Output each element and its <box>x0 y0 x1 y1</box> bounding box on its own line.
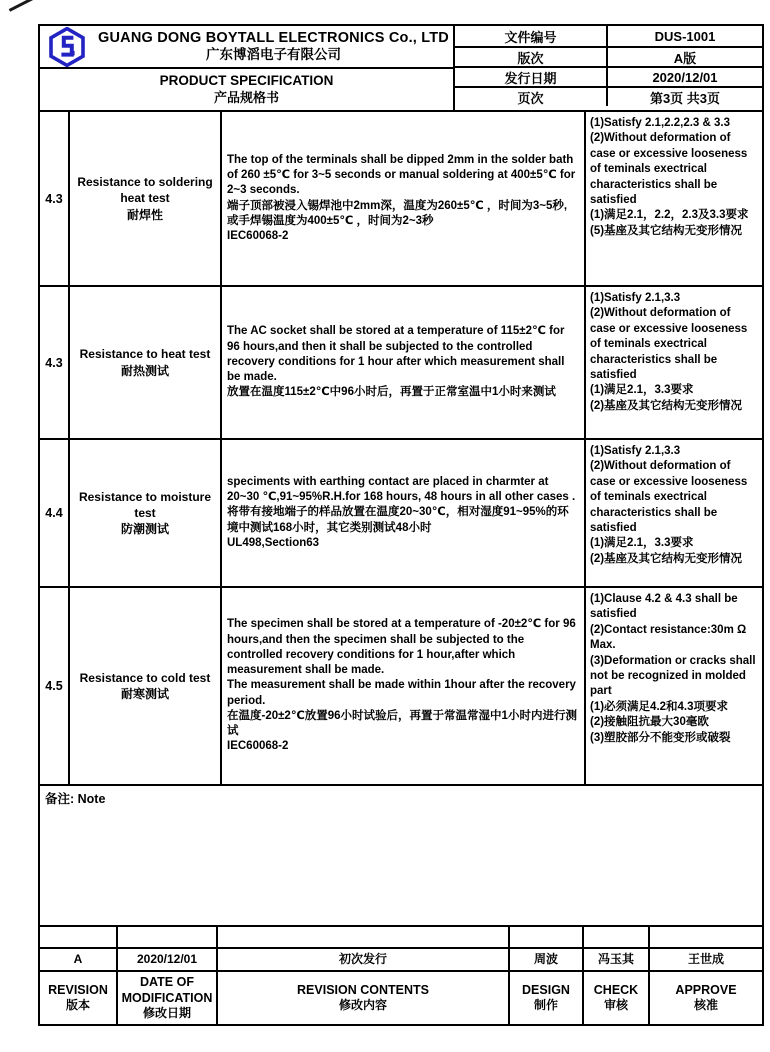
test-name-cn: 耐热测试 <box>120 363 169 378</box>
criteria-line: (1)满足2.1，2.2，2.3及3.3要求 <box>590 209 749 222</box>
meta-row-issue-date <box>455 66 762 86</box>
test-name <box>70 440 222 586</box>
empty-cell <box>116 927 216 947</box>
judgement-criteria <box>586 287 762 438</box>
test-name-en: Resistance to soldering heat test <box>77 175 213 206</box>
criteria-line: (2)接触阻抗最大30毫欧 <box>590 716 709 729</box>
meta-label: 页次 <box>455 88 608 106</box>
criteria-line: (3)塑胶部分不能变形或破裂 <box>590 731 731 744</box>
description-line: 或手焊锡温度为400±5℃ ，时间为2~3秒 <box>227 214 434 227</box>
table-row-soldering-heat <box>40 112 762 285</box>
meta-row-edition <box>455 46 762 66</box>
criteria-line: (2)Without deformation of case or excessive looseness of teminals exectrical characteristics shall be satisfied <box>590 307 748 382</box>
empty-cell <box>40 927 116 947</box>
item-number: 4.3 <box>40 112 70 285</box>
criteria-line: (1)Satisfy 2.1,2.2,2.3 & 3.3 <box>590 117 730 129</box>
criteria-line: (3)Deformation or cracks shall not be recognized in molded part <box>590 654 756 698</box>
test-description <box>222 588 586 784</box>
revision-header-row <box>40 970 762 1024</box>
description-line: 端子顶部被浸入锡焊池中2mm深，温度为260±5℃ ，时间为3~5秒, <box>227 199 568 212</box>
description-line: The AC socket shall be stored at a temperature of 115±2℃ for 96 hours,and then it shall be subjected to the controlled recovery conditions for 1 hour after which measurement shall be made. <box>227 325 565 384</box>
empty-cell <box>508 927 582 947</box>
meta-label: 版次 <box>455 48 608 66</box>
check-name: 冯玉其 <box>582 949 648 970</box>
company-name-en: GUANG DONG BOYTALL ELECTRONICS Co., LTD <box>98 30 449 46</box>
criteria-line: (1)必须满足4.2和4.3项要求 <box>590 700 729 713</box>
revision-header-approve: APPROVE 核准 <box>648 972 762 1024</box>
description-line: The measurement shall be made within 1hour after the recovery period. <box>227 679 576 707</box>
criteria-line: (1)Satisfy 2.1,3.3 <box>590 445 681 457</box>
item-number: 4.4 <box>40 440 70 586</box>
revision-empty-row <box>40 927 762 947</box>
test-description <box>222 440 586 586</box>
revision-table <box>40 925 762 1024</box>
test-description <box>222 287 586 438</box>
table-row-moisture <box>40 438 762 586</box>
criteria-line: (1)Clause 4.2 & 4.3 shall be satisfied <box>590 593 738 621</box>
revision-value: A <box>73 951 83 966</box>
test-name-cn: 耐焊性 <box>126 207 163 222</box>
test-name <box>70 112 222 285</box>
revision-data-row <box>40 947 762 970</box>
meta-value: DUS-1001 <box>654 28 716 44</box>
meta-value: 2020/12/01 <box>652 69 718 85</box>
scan-corner-artifact <box>9 0 34 12</box>
criteria-line: (2)Without deformation of case or excessive looseness of teminals exectrical characteristics shall be satisfied <box>590 460 748 535</box>
test-name-en: Resistance to cold test <box>79 670 211 685</box>
judgement-criteria <box>586 440 762 586</box>
description-line: speciments with earthing contact are placed in charmter at 20~30 ℃,91~95%R.H.for 168 hours, 48 hours in all other cases . <box>227 475 576 504</box>
meta-row-page <box>455 86 762 106</box>
document-title-en: PRODUCT SPECIFICATION <box>159 73 334 89</box>
company-name-cn: 广东博滔电子有限公司 <box>206 47 341 63</box>
test-table <box>40 110 762 784</box>
item-number: 4.5 <box>40 588 70 784</box>
company-logo-icon <box>46 27 88 67</box>
meta-label: 文件编号 <box>455 26 608 46</box>
meta-label: 发行日期 <box>455 68 608 86</box>
description-line: 在温度-20±2℃放置96小时试验后，再置于常温常湿中1小时内进行测试 <box>227 709 577 738</box>
table-row-cold <box>40 586 762 784</box>
approve-name: 王世成 <box>648 949 762 970</box>
test-name <box>70 588 222 784</box>
criteria-line: (1)Satisfy 2.1,3.3 <box>590 292 681 304</box>
criteria-line: (5)基座及其它结构无变形情况 <box>590 224 743 237</box>
criteria-line: (2)Contact resistance:30m Ω Max. <box>590 623 747 652</box>
description-line: 将带有接地端子的样品放置在温度20~30℃，相对湿度91~95%的环境中测试168小时，其它类别测试48小时 <box>227 506 569 534</box>
modification-date: 2020/12/01 <box>116 949 216 970</box>
description-line: IEC60068-2 <box>227 230 289 243</box>
test-name-en: Resistance to heat test <box>79 347 211 362</box>
document-title-block <box>40 69 453 110</box>
criteria-line: (2)基座及其它结构无变形情况 <box>590 399 743 412</box>
empty-cell <box>648 927 762 947</box>
description-line: UL498,Section63 <box>227 536 320 549</box>
empty-cell <box>216 927 508 947</box>
description-line: 放置在温度115±2℃中96小时后，再置于正常室温中1小时来测试 <box>227 386 556 399</box>
test-name <box>70 287 222 438</box>
company-names <box>94 29 453 64</box>
test-name-cn: 防潮测试 <box>120 522 169 537</box>
design-name: 周波 <box>508 949 582 970</box>
description-line: IEC60068-2 <box>227 740 289 753</box>
meta-value: 第3页 共3页 <box>649 90 721 106</box>
test-name-cn: 耐寒测试 <box>120 687 169 701</box>
criteria-line: (2)基座及其它结构无变形情况 <box>590 552 743 565</box>
item-number: 4.3 <box>40 287 70 438</box>
empty-cell <box>582 927 648 947</box>
criteria-line: (1)满足2.1，3.3要求 <box>590 384 694 397</box>
document-meta-table <box>453 26 762 110</box>
header-left <box>40 26 453 110</box>
revision-contents: 初次发行 <box>216 949 508 970</box>
document-title-cn: 产品规格书 <box>213 89 279 105</box>
company-block <box>40 26 453 69</box>
table-row-heat <box>40 285 762 438</box>
revision-header-date: DATE OF MODIFICATION 修改日期 <box>116 972 216 1024</box>
criteria-line: (1)满足2.1，3.3要求 <box>590 537 694 550</box>
document-header <box>40 26 762 110</box>
test-name-en: Resistance to moisture test <box>78 489 212 520</box>
criteria-line: (2)Without deformation of case or excessive looseness of teminals exectrical characteristics shall be satisfied <box>590 132 748 207</box>
description-line: The specimen shall be stored at a temperature of -20±2℃ for 96 hours,and then the specimen shall be subjected to the controlled recovery conditions for 1 hour,after which measurement shall be made. <box>227 618 576 677</box>
description-line: The top of the terminals shall be dipped 2mm in the solder bath of 260 ±5℃ for 3~5 seconds or manual soldering at 400±5℃ for 2~3 seconds. <box>227 153 576 197</box>
note-box <box>40 784 762 925</box>
specification-document <box>38 24 764 1026</box>
revision-header-revision: REVISION 版本 <box>48 983 108 1013</box>
meta-value: A版 <box>673 50 697 66</box>
judgement-criteria <box>586 112 762 285</box>
judgement-criteria <box>586 588 762 784</box>
revision-header-contents: REVISION CONTENTS 修改内容 <box>216 972 508 1024</box>
meta-row-doc-number <box>455 26 762 46</box>
note-label: 备注: Note <box>45 792 106 806</box>
test-description <box>222 112 586 285</box>
revision-header-design: DESIGN 制作 <box>508 972 582 1024</box>
revision-header-check: CHECK 审核 <box>582 972 648 1024</box>
